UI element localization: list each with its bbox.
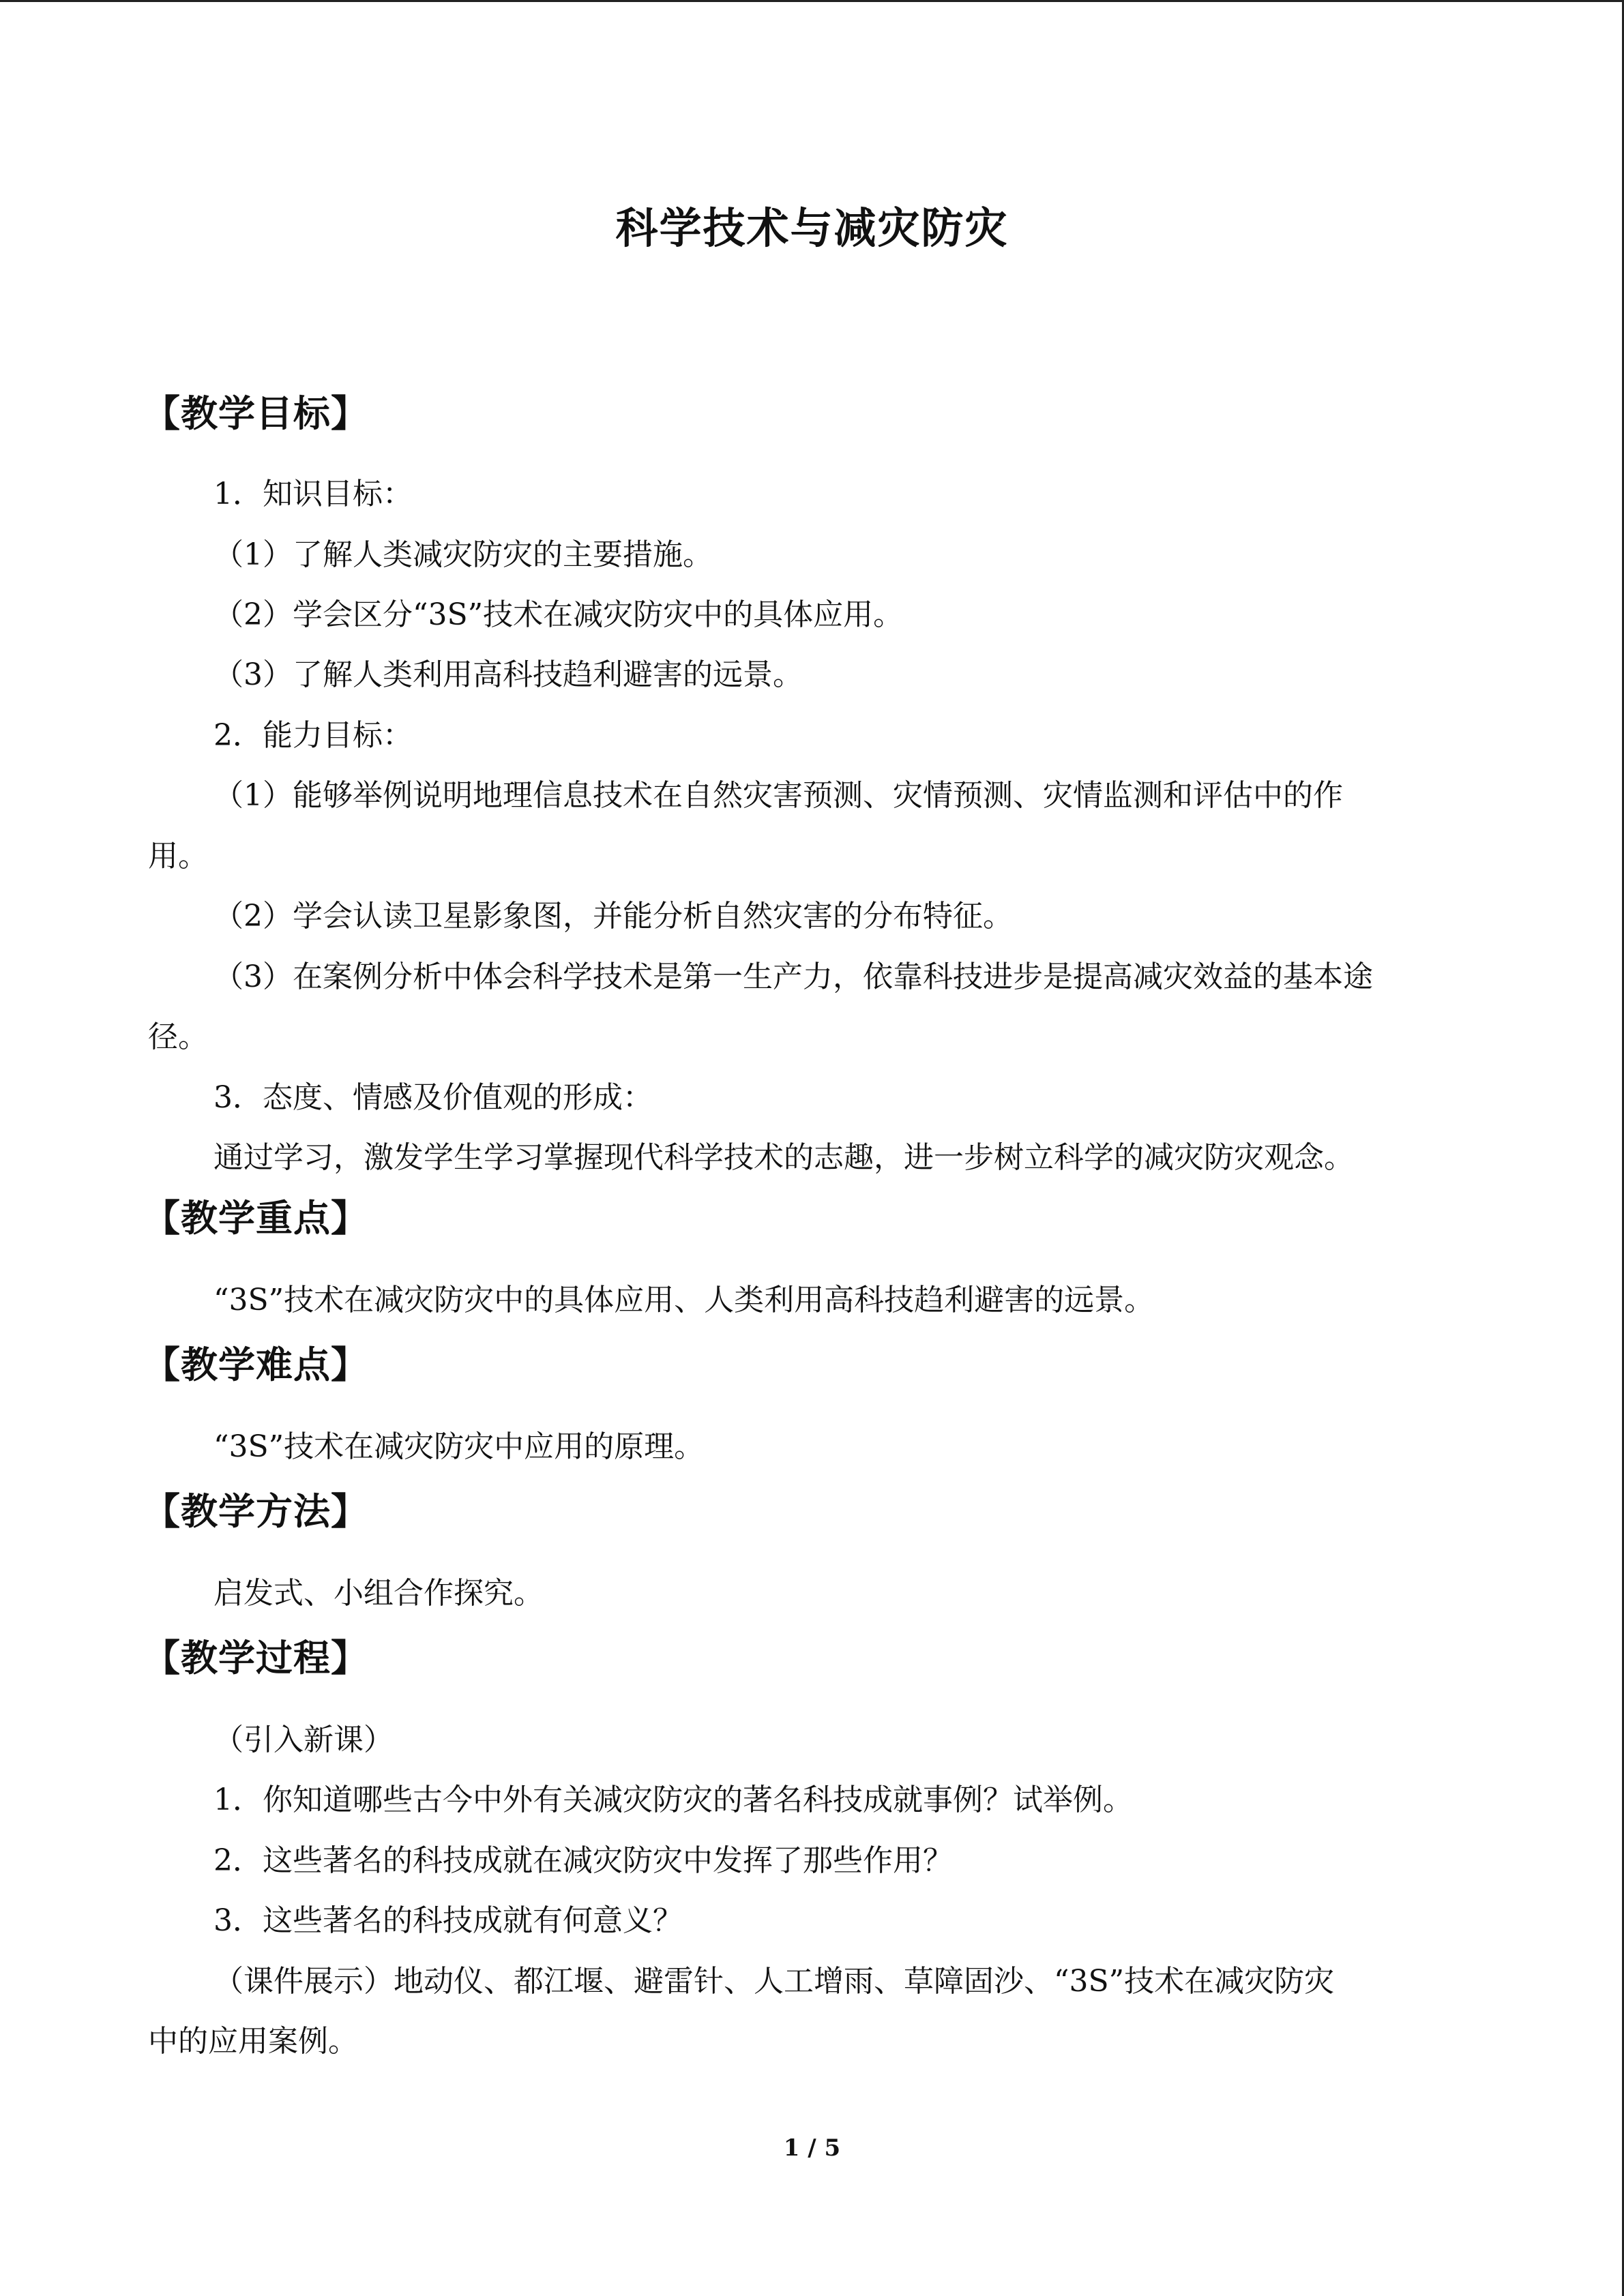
objectives-line: 1．知识目标： — [213, 477, 413, 511]
objectives-line: （1）了解人类减灾防灾的主要措施。 — [213, 537, 713, 572]
objectives-line: （1）能够举例说明地理信息技术在自然灾害预测、灾情预测、灾情监测和评估中的作 — [213, 778, 1343, 813]
process-line: 3．这些著名的科技成就有何意义？ — [213, 1903, 683, 1938]
section-heading-process: 【教学过程】 — [143, 1636, 368, 1680]
objectives-line: （2）学会认读卫星影象图，并能分析自然灾害的分布特征。 — [213, 899, 1013, 934]
objectives-line: （3）了解人类利用高科技趋利避害的远景。 — [213, 657, 803, 692]
difficulties-line: “3S”技术在减灾防灾中应用的原理。 — [213, 1429, 705, 1464]
methods-line: 启发式、小组合作探究。 — [213, 1576, 544, 1611]
objectives-line: 通过学习，激发学生学习掌握现代科学技术的志趣，进一步树立科学的减灾防灾观念。 — [213, 1140, 1354, 1175]
process-line: 2．这些著名的科技成就在减灾防灾中发挥了那些作用？ — [213, 1843, 953, 1878]
process-line: （引入新课） — [213, 1723, 394, 1757]
objectives-line: 径。 — [148, 1019, 208, 1054]
process-line: （课件展示）地动仪、都江堰、避雷针、人工增雨、草障固沙、“3S”技术在减灾防灾 — [213, 1964, 1335, 1999]
section-heading-objectives: 【教学目标】 — [143, 391, 368, 435]
objectives-line: （3）在案例分析中体会科学技术是第一生产力，依靠科技进步是提高减灾效益的基本途 — [213, 959, 1373, 994]
process-line: 中的应用案例。 — [148, 2024, 358, 2059]
top-border-line — [0, 0, 1624, 2]
page-number: 1 / 5 — [783, 2134, 841, 2162]
document-title: 科学技术与减灾防灾 — [615, 203, 1009, 253]
objectives-line: （2）学会区分“3S”技术在减灾防灾中的具体应用。 — [213, 597, 904, 632]
section-heading-difficulties: 【教学难点】 — [143, 1343, 368, 1386]
key-points-line: “3S”技术在减灾防灾中的具体应用、人类利用高科技趋利避害的远景。 — [213, 1283, 1155, 1317]
objectives-line: 3．态度、情感及价值观的形成： — [213, 1080, 653, 1115]
section-heading-methods: 【教学方法】 — [143, 1489, 368, 1533]
process-line: 1．你知道哪些古今中外有关减灾防灾的著名科技成就事例？试举例。 — [213, 1783, 1133, 1817]
section-heading-key-points: 【教学重点】 — [143, 1196, 368, 1240]
objectives-line: 2．能力目标： — [213, 718, 413, 753]
objectives-line: 用。 — [148, 839, 208, 874]
